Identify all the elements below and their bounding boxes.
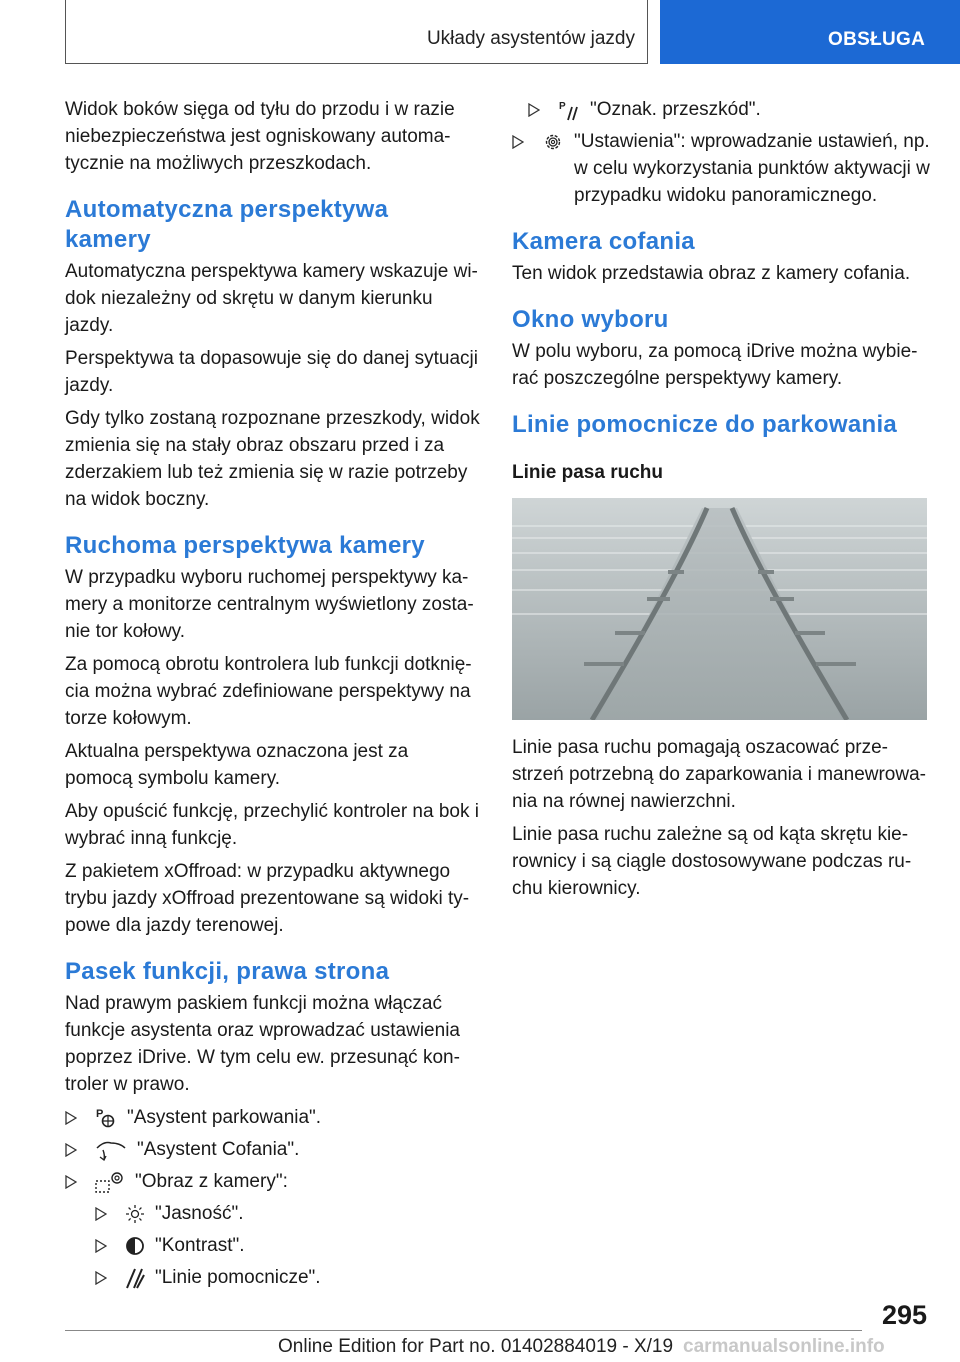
- paragraph: W przypadku wyboru ruchomej perspektywy kamery a monitorze centralnym wyświetlony zostanie tor kołowy.: [65, 567, 474, 642]
- section-title: Układy asystentów jazdy: [426, 28, 635, 49]
- paragraph: Linie pasa ruchu zależne są od kąta skrętu kierownicy i są ciągle dostosowywane podczas ruchu kierownicy.: [512, 824, 912, 899]
- list-item: [65, 1104, 480, 1131]
- paragraph: Nad prawym paskiem funkcji można włączać funkcje asystenta oraz wprowadzać ustawienia poprzez iDrive. W tym celu ew. przesunąć kontroler w prawo.: [65, 993, 460, 1095]
- paragraph: Linie pasa ruchu pomagają oszacować przestrzeń potrzebną do zaparkowania i manewrowania na równej nawierzchni.: [512, 737, 926, 812]
- guide-lines-icon: [125, 1264, 145, 1291]
- contrast-icon: [125, 1232, 145, 1259]
- bullet-triangle-icon: [65, 1143, 77, 1157]
- heading-rear-camera: Kamera cofania: [512, 228, 695, 255]
- brightness-icon: [125, 1200, 145, 1227]
- brightness-label: "Jasność".: [155, 1203, 244, 1224]
- watermark: carmanualsonline.info: [683, 1336, 885, 1357]
- right-column: [512, 96, 932, 908]
- settings-label: "Ustawienia": wprowadzanie ustawień, np. w celu wykorzystania punktów aktywacji w przypadku widoku panoramicznego.: [574, 131, 930, 206]
- footer-divider: [65, 1330, 862, 1331]
- left-column: [65, 96, 480, 1296]
- chapter-tab: [660, 0, 960, 64]
- paragraph: Perspektywa ta dopasowuje się do danej sytuacji jazdy.: [65, 348, 478, 396]
- reversing-assistant-icon: [95, 1136, 127, 1163]
- obstacle-marking-icon: [558, 96, 580, 123]
- contrast-label: "Kontrast".: [155, 1235, 245, 1256]
- list-item: [95, 1232, 480, 1259]
- heading-function-bar: Pasek funkcji, prawa strona: [65, 958, 390, 985]
- subheading-lane-lines: Linie pasa ruchu: [512, 462, 663, 483]
- list-item: [65, 1168, 480, 1195]
- gear-icon: [542, 128, 564, 155]
- edition-note: Online Edition for Part no. 01402884019 - X/19: [278, 1336, 674, 1357]
- paragraph: Aktualna perspektywa oznaczona jest za pomocą symbolu kamery.: [65, 741, 409, 789]
- reversing-assistant-label: "Asystent Cofania".: [137, 1139, 300, 1160]
- bullet-triangle-icon: [95, 1207, 107, 1221]
- paragraph: Z pakietem xOffroad: w przypadku aktywnego trybu jazdy xOffroad prezentowane są widoki typowe dla jazdy terenowej.: [65, 861, 470, 936]
- paragraph: Gdy tylko zostaną rozpoznane przeszkody, widok zmienia się na stały obraz obszaru przed i za zderzakiem lub też zmienia się w razie potrzeby na widok boczny.: [65, 408, 480, 510]
- heading-parking-lines: Linie pomocnicze do parkowania: [512, 411, 898, 438]
- list-item: [65, 1136, 480, 1163]
- paragraph: W polu wyboru, za pomocą iDrive można wybierać poszczególne perspektywy kamery.: [512, 341, 918, 389]
- heading-auto-perspective: Automatyczna perspektywa kamery: [65, 196, 389, 253]
- paragraph: Aby opuścić funkcję, przechylić kontroler na bok i wybrać inną funkcję.: [65, 801, 479, 849]
- parking-assistant-label: "Asystent parkowania".: [127, 1107, 322, 1128]
- chapter-tab-label: OBSŁUGA: [828, 29, 926, 50]
- list-item: [512, 128, 932, 209]
- bullet-triangle-icon: [512, 135, 524, 149]
- paragraph: Automatyczna perspektywa kamery wskazuje widok niezależny od skrętu w danym kierunku jazdy.: [65, 261, 478, 336]
- camera-image-label: "Obraz z kamery":: [135, 1171, 288, 1192]
- bullet-triangle-icon: [95, 1271, 107, 1285]
- heading-selection-window: Okno wyboru: [512, 306, 669, 333]
- svg-text:P: P: [96, 1107, 104, 1120]
- guide-lines-label: "Linie pomocnicze".: [155, 1267, 321, 1288]
- paragraph: Ten widok przedstawia obraz z kamery cofania.: [512, 263, 911, 284]
- right-sub-list: [512, 96, 932, 123]
- paragraph: Za pomocą obrotu kontrolera lub funkcji dotknięcia można wybrać zdefiniowane perspektywy na torze kołowym.: [65, 654, 472, 729]
- parking-assistant-icon: [95, 1104, 117, 1131]
- lane-lines-illustration: [512, 498, 927, 720]
- list-item: [528, 96, 932, 123]
- settings-list: [512, 128, 932, 209]
- function-list: [65, 1104, 480, 1195]
- camera-image-icon: [95, 1168, 125, 1195]
- intro-paragraph: Widok boków sięga od tyłu do przodu i w razie niebezpieczeństwa jest ogniskowany automatycznie na możliwych przeszkodach.: [65, 99, 455, 174]
- list-item: [95, 1264, 480, 1291]
- obstacle-marking-label: "Oznak. przeszkód".: [590, 99, 761, 120]
- bullet-triangle-icon: [65, 1111, 77, 1125]
- header-box: [65, 0, 648, 64]
- bullet-triangle-icon: [528, 103, 540, 117]
- bullet-triangle-icon: [95, 1239, 107, 1253]
- heading-moving-perspective: Ruchoma perspektywa kamery: [65, 532, 425, 559]
- list-item: [95, 1200, 480, 1227]
- camera-sub-list: [65, 1200, 480, 1291]
- svg-text:P: P: [559, 100, 566, 112]
- page-number: 295: [881, 1300, 927, 1330]
- bullet-triangle-icon: [65, 1175, 77, 1189]
